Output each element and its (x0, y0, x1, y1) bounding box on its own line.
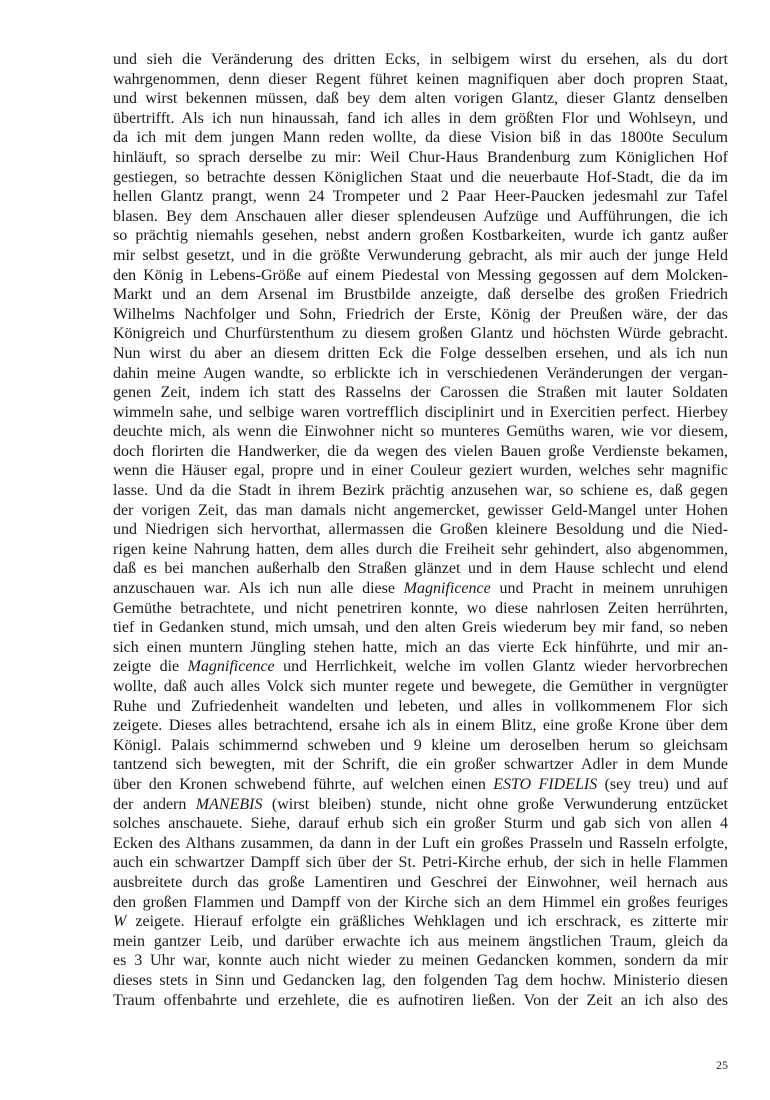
text-line: der andern MANEBIS (wirst bleiben) stunde, nicht ohne große Verwunderung entzücket (113, 795, 729, 813)
text-line: daß es bei manchen außerhalb den Straßen glänzet und in dem Hause schlecht und elend (113, 560, 728, 578)
text-line: und wirst bekennen müssen, daß bey dem alten vorigen Glantz, dieser Glantz denselben (113, 90, 728, 108)
body-text (113, 50, 728, 1010)
text-line: den König in Lebens-Größe auf einem Piedestal von Messing gegossen auf dem Molcken- (113, 266, 728, 284)
text-line: anzuschauen war. Als ich nun alle diese Magnificence und Pracht in meinem unruhigen (113, 580, 729, 598)
text-line: tief in Gedanken stund, mich umsah, und den alten Greis wiederum bey mir fand, so neben (113, 619, 728, 637)
text-line: Markt und an dem Arsenal im Brustbilde anzeigte, daß derselbe des großen Friedrich (113, 286, 728, 304)
text-line: es 3 Uhr war, konnte auch nicht wieder zu meinen Gedancken kommen, sondern da mir (113, 952, 728, 970)
page-number: 25 (716, 1058, 728, 1072)
text-line: zeigete. Dieses alles betrachtend, ersahe ich als in einem Blitz, eine große Krone über dem (113, 717, 728, 735)
text-line: den großen Flammen und Dampff von der Kirche sich an dem Himmel ein großes feuriges (113, 893, 728, 911)
text-line: wimmeln sahe, und selbige waren vortrefflich disciplinirt und in Exercitien perfect. Hierbey (113, 403, 728, 421)
text-line: Ecken des Althans zusammen, da dann in der Luft ein großes Prasseln und Rasseln erfolgte, (113, 834, 728, 852)
text-line: Ruhe und Zufriedenheit wandelten und lebeten, und alles in vollkommenem Flor sich (113, 697, 728, 715)
text-line: übertrifft. Als ich nun hinaussah, fand ich alles in dem größten Flor und Wohlseyn, und (113, 109, 728, 127)
text-line: Traum offenbahrte und erzehlete, die es aufnotiren ließen. Von der Zeit an ich also des (113, 991, 728, 1009)
text-line: dieses stets in Sinn und Gedancken lag, den folgenden Tag dem hochw. Ministerio diesen (113, 971, 728, 989)
text-line: dahin meine Augen wandte, so erblickte ich in verschiedenen Veränderungen der vergan- (113, 364, 728, 382)
text-line: der vorigen Zeit, das man damals nicht angemercket, gewisser Geld-Mangel unter Hohen (113, 501, 728, 519)
text-line: und Niedrigen sich hervorthat, allermassen die Großen kleinere Besoldung und die Nied- (113, 521, 728, 539)
text-line: hellen Glantz prangt, wenn 24 Trompeter und 2 Paar Heer-Paucken jedesmahl zur Tafel (113, 188, 728, 206)
text-line: Wilhelms Nachfolger und Sohn, Friedrich der Erste, König der Preußen wäre, der das (113, 305, 728, 323)
text-line: solches anschauete. Siehe, darauf erhub sich ein großer Sturm und gab sich von allen 4 (113, 815, 728, 833)
text-line: doch florirten die Handwerker, die da wegen des vielen Bauen große Verdienste bekamen, (113, 442, 728, 460)
text-line: tantzend sich bewegten, mit der Schrift, die ein großer schwartzer Adler in dem Munde (113, 756, 728, 774)
text-line: Gemüthe betrachtete, und nicht penetriren konnte, wo diese nahrlosen Zeiten herrührten, (113, 599, 728, 617)
text-line: so prächtig niemahls gesehen, nebst andern großen Kostbarkeiten, wurde ich gantz außer (113, 227, 728, 245)
text-line: wollte, daß auch alles Volck sich munter regete und bewegete, die Gemüther in vergnügter (113, 678, 728, 695)
text-line: Nun wirst du aber an diesem dritten Eck die Folge desselben ersehen, und als ich nun (113, 344, 728, 362)
text-line: genen Zeit, indem ich statt des Rasselns der Carossen die Straßen mit lauter Soldaten (113, 384, 728, 402)
text-line: deuchte mich, als wenn die Einwohner nicht so munteres Gemüths waren, wie vor diesem, (113, 423, 728, 441)
text-line: ausbreitete durch das große Lamentiren und Geschrei der Einwohner, weil hernach aus (113, 873, 728, 891)
text-line: gestiegen, so betrachte dessen Königlichen Staat und die neuerbaute Hof-Stadt, die da im (113, 168, 728, 186)
text-line: zeigte die Magnificence und Herrlichkeit, welche im vollen Glantz wieder hervorbrechen (113, 658, 728, 676)
text-line: über den Kronen schwebend führte, auf welchen einen ESTO FIDELIS (sey treu) und auf (113, 775, 729, 793)
text-line: da ich mit dem jungen Mann reden wollte, da diese Vision biß in das 1800te Seculum (113, 129, 728, 147)
text-line: auch ein schwartzer Dampff sich über der St. Petri-Kirche erhub, der sich in helle Flammen (113, 854, 728, 872)
text-line: mir selbst gesetzt, und in die größte Verwunderung gebracht, als mir auch der junge Held (113, 246, 728, 264)
text-line: lasse. Und da die Stadt in ihrem Bezirk prächtig anzusehen war, so schiene es, daß gegen (113, 482, 728, 500)
text-line: wenn die Häuser egal, propre und in einer Couleur geziert wurden, welches sehr magnific (113, 462, 728, 480)
text-line: und sieh die Veränderung des dritten Ecks, in selbigem wirst du ersehen, als du dort (113, 51, 728, 68)
text-line: blasen. Bey dem Anschauen aller dieser splendeusen Aufzüge und Aufführungen, die ich (113, 207, 728, 225)
text-line: W zeigete. Hierauf erfolgte ein gräßliches Wehklagen und ich erschrack, es zitterte mir (113, 913, 728, 931)
text-line: hinläuft, so sprach derselbe zu mir: Weil Chur-Haus Brandenburg zum Königlichen Hof (113, 148, 728, 166)
text-line: Königl. Palais schimmernd schweben und 9 kleine um deroselben herum so gleichsam (113, 736, 728, 754)
text-line: Königreich und Churfürstenthum zu diesem großen Glantz und höchsten Würde gebracht. (113, 325, 728, 343)
text-line: mein gantzer Leib, und darüber erwachte ich aus meinem ängstlichen Traum, gleich da (113, 932, 728, 950)
text-line: wahrgenommen, denn dieser Regent führet keinen magnifiquen aber doch propren Staat, (113, 70, 728, 88)
text-line: sich einen muntern Jüngling stehen hatte, mich an das vierte Eck hinführte, und mir an- (113, 638, 728, 656)
text-line: rigen keine Nahrung hatten, dem alles durch die Freiheit sehr gehindert, also abgenommen, (113, 540, 728, 558)
